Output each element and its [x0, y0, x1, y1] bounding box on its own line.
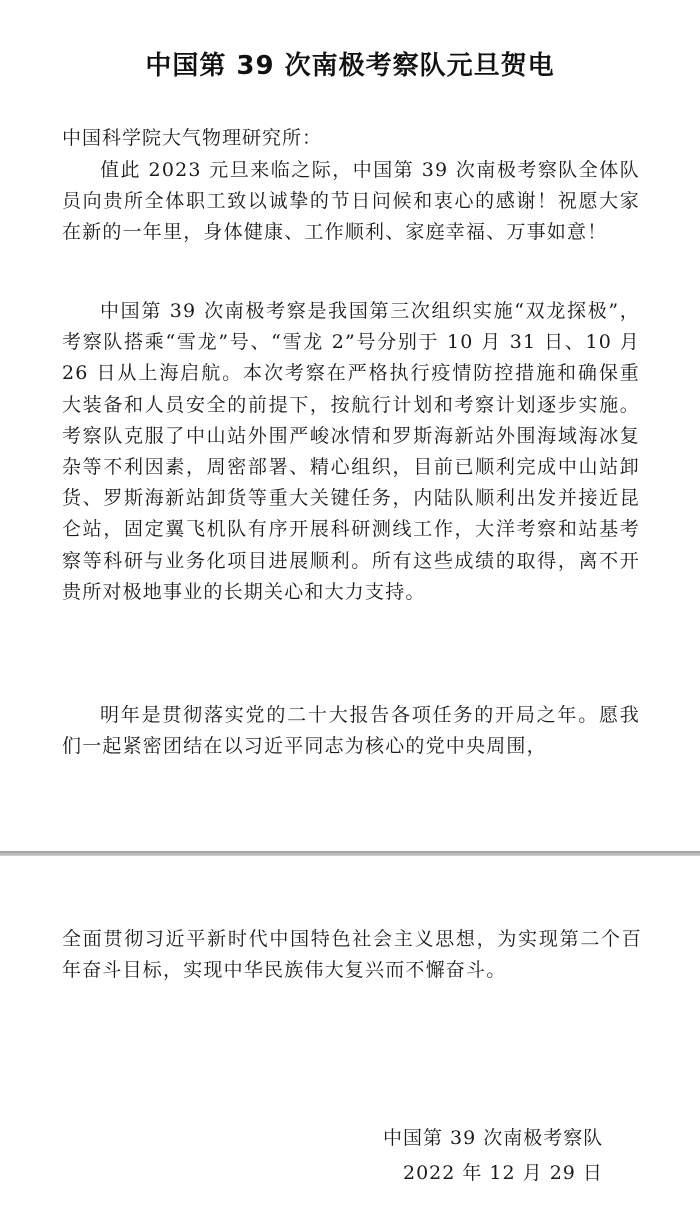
signature-date: 2022 年 12 月 29 日: [403, 1162, 603, 1184]
paragraph-greeting: 值此 2023 元旦来临之际，中国第 39 次南极考察队全体队员向贵所全体职工致以诚挚的节日问候和衷心的感谢！祝愿大家在新的一年里，身体健康、工作顺利、家庭幸福、万事如意！: [62, 159, 640, 244]
paragraph-new-year-outlook: 明年是贯彻落实党的二十大报告各项任务的开局之年。愿我们一起紧密团结在以习近平同志为核心的党中央周围，: [62, 704, 640, 758]
document-title: 中国第 39 次南极考察队元旦贺电: [145, 51, 555, 82]
paragraph-expedition-report: 中国第 39 次南极考察是我国第三次组织实施“双龙探极”，考察队搭乘“雪龙”号、“雪龙 2”号分别于 10 月 31 日、10 月 26 日从上海启航。本次考察在严格执行疫情防控措施和确保重大装备和人员安全的前提下，按航行计划和考察计划逐步实施。考察队克服了中山站外围严峻冰情和罗斯海新站外围海域海冰复杂等不利因素，周密部署、精心组织，目前已顺利完成中山站卸货、罗斯海新站卸货等重大关键任务，内陆队顺利出发并接近昆仑站，固定翼飞机队有序开展科研测线工作，大洋考察和站基考察等科研与业务化项目进展顺利。所有这些成绩的取得，离不开贵所对极地事业的长期关心和大力支持。: [62, 300, 640, 603]
paragraph-closing: 全面贯彻习近平新时代中国特色社会主义思想，为实现第二个百年奋斗目标，实现中华民族伟大复兴而不懈奋斗。: [62, 928, 642, 982]
signature-organization: 中国第 39 次南极考察队: [383, 1127, 604, 1149]
salutation: 中国科学院大气物理研究所：: [62, 127, 323, 149]
